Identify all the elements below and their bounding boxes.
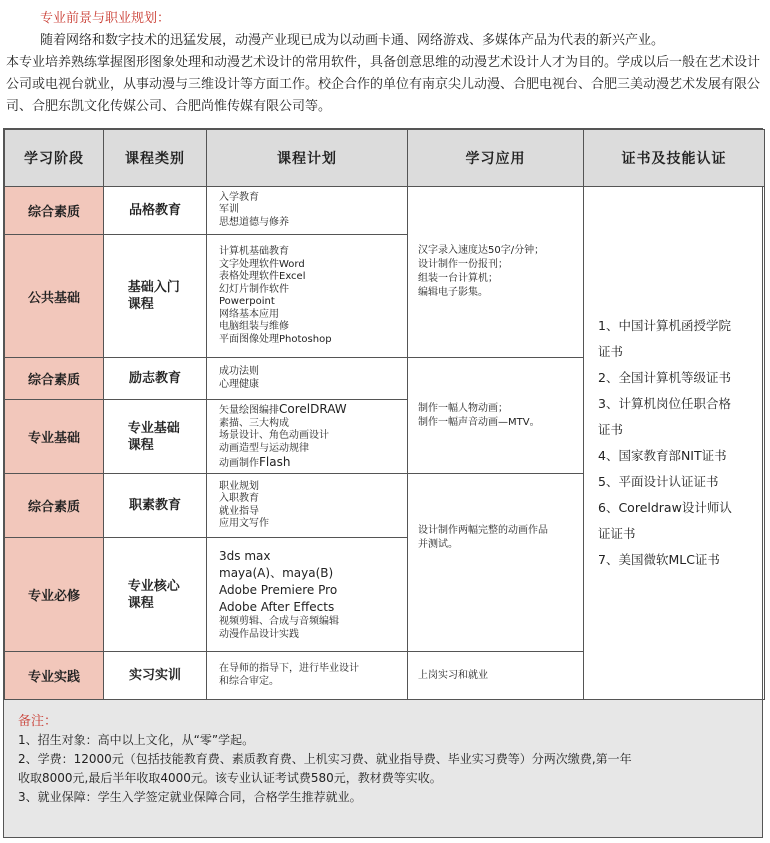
intro-heading: 专业前景与职业规划： (40, 11, 171, 26)
plan-item: 入职教育 (219, 493, 259, 504)
application-item: 汉字录入速度达50字/分钟； (418, 245, 545, 256)
course-type-cell (104, 538, 207, 652)
application-item: 编辑电子影集。 (418, 287, 488, 298)
notes-body (18, 731, 762, 807)
certificate-item: 1、中国计算机函授学院 (598, 318, 731, 333)
certificate-item: 2、全国计算机等级证书 (598, 370, 731, 385)
curriculum-table (3, 128, 763, 700)
course-type-cell: 励志教育 (104, 358, 207, 400)
course-type-cell (104, 235, 207, 358)
plan-item: 动画造型与运动规律 (219, 442, 309, 454)
stage-cell: 公共基础 (5, 235, 104, 358)
plan-item: 和综合审定。 (219, 675, 279, 687)
plan-item: 军训 (219, 204, 239, 216)
plan-item: 在导师的指导下，进行毕业设计 (219, 663, 359, 674)
plan-item: 文字处理软件Word (219, 258, 305, 270)
certificate-item: 4、国家教育部NIT证书 (598, 448, 727, 463)
plan-item: 幻灯片制作软件 (219, 283, 289, 295)
certificate-item: 6、Coreldraw设计师认 (598, 500, 732, 515)
stage-cell: 综合素质 (5, 358, 104, 400)
course-type-label: 基础入门课程 (127, 280, 180, 312)
plan-item: 动画制作Flash (219, 455, 291, 470)
application-item: 上岗实习和就业 (418, 669, 488, 681)
header-certificates: 证书及技能认证 (584, 130, 765, 187)
intro-body (6, 30, 764, 118)
stage-cell: 综合素质 (5, 187, 104, 235)
stage-cell: 专业基础 (5, 400, 104, 474)
plan-item: 矢量绘图编排CorelDRAW (219, 401, 347, 416)
plan-item: 电脑组装与维修 (219, 321, 289, 332)
note-line: 3、就业保障：学生入学签定就业保障合同，合格学生推荐就业。 (18, 790, 362, 804)
intro-section (6, 8, 764, 118)
note-line: 2、学费：12000元（包括技能教育费、素质教育费、上机实习费、就业指导费、毕业实习费等）分两次缴费,第一年 (18, 752, 632, 766)
course-plan-cell (207, 474, 408, 538)
plan-item: 心理健康 (219, 378, 259, 390)
certificate-item: 5、平面设计认证证书 (598, 474, 719, 489)
plan-item: 动漫作品设计实践 (219, 628, 299, 640)
application-item: 设计制作两幅完整的动画作品 (418, 525, 548, 536)
stage-cell: 专业实践 (5, 652, 104, 700)
course-type-cell: 职素教育 (104, 474, 207, 538)
plan-item: maya(A)、maya(B) (219, 566, 334, 580)
course-type-label: 专业核心课程 (127, 578, 180, 611)
note-line: 1、招生对象：高中以上文化，从“零”学起。 (18, 733, 255, 747)
notes-section (3, 700, 763, 838)
header-course-plan: 课程计划 (207, 130, 408, 187)
plan-item: 计算机基础教育 (219, 246, 289, 257)
application-item: 设计制作一份报刊； (418, 259, 508, 270)
table-header-row (5, 130, 765, 187)
certificate-item: 证书 (598, 344, 624, 359)
course-plan-cell (207, 400, 408, 474)
header-course-type: 课程类别 (104, 130, 207, 187)
application-item: 组装一台计算机； (418, 273, 498, 284)
header-application: 学习应用 (408, 130, 584, 187)
certificate-item: 证书 (598, 422, 624, 437)
plan-item: 应用文写作 (219, 518, 269, 529)
plan-item: 职业规划 (219, 480, 259, 492)
application-item: 制作一幅人物动画； (418, 402, 508, 414)
plan-item: 表格处理软件Excel (219, 271, 306, 282)
course-type-label: 专业基础课程 (127, 420, 180, 453)
plan-item: 思想道德与修养 (219, 216, 289, 228)
plan-item: Adobe Premiere Pro (219, 583, 338, 597)
plan-item: 视频剪辑、合成与音频编辑 (219, 616, 339, 627)
course-plan-cell (207, 538, 408, 652)
certificate-item: 7、美国微软MLC证书 (598, 552, 720, 567)
course-plan-cell (207, 652, 408, 700)
plan-item: Powerpoint (219, 296, 275, 307)
application-item: 并测试。 (418, 539, 458, 550)
plan-item: 素描、三大构成 (219, 417, 289, 429)
stage-cell: 综合素质 (5, 474, 104, 538)
plan-item: 成功法则 (219, 366, 259, 377)
stage-cell: 专业必修 (5, 538, 104, 652)
plan-item: Adobe After Effects (219, 600, 335, 614)
plan-item: 网络基本应用 (219, 308, 279, 320)
plan-item: 入学教育 (219, 191, 259, 203)
plan-item: 就业指导 (219, 505, 259, 517)
plan-item: 平面图像处理Photoshop (219, 333, 332, 345)
intro-paragraph-2: 本专业培养熟练掌握图形图象处理和动漫艺术设计的常用软件，具备创意思维的动漫艺术设计人才为目的。学成以后一般在艺术设计公司或电视台就业，从事动漫与三维设计等方面工作。校企合作的单位有南京尖儿动漫、合肥电视台、合肥三美动漫艺术发展有限公司、合肥东凯文化传媒公司、合肥尚惟传媒有限公司等。 (6, 55, 761, 114)
plan-item: 场景设计、角色动画设计 (219, 430, 329, 442)
application-cell (408, 474, 584, 652)
application-item: 制作一幅声音动画—MTV。 (418, 416, 540, 428)
course-plan-cell (207, 358, 408, 400)
application-cell (408, 652, 584, 700)
application-cell (408, 358, 584, 474)
course-type-cell: 实习实训 (104, 652, 207, 700)
course-plan-cell (207, 187, 408, 235)
table-row (5, 187, 765, 235)
application-cell (408, 187, 584, 358)
notes-title: 备注： (18, 714, 58, 729)
course-type-cell (104, 400, 207, 474)
intro-paragraph-1: 随着网络和数字技术的迅猛发展，动漫产业现已成为以动画卡通、网络游戏、多媒体产品为代表的新兴产业。 (40, 33, 665, 48)
certificate-item: 3、计算机岗位任职合格 (598, 396, 731, 411)
header-stage: 学习阶段 (5, 130, 104, 187)
course-type-cell: 品格教育 (104, 187, 207, 235)
note-line: 收取8000元,最后半年收取4000元。该专业认证考试费580元，教材费等实收。 (18, 771, 442, 785)
course-plan-cell (207, 235, 408, 358)
certificates-cell (584, 187, 765, 700)
certificate-item: 证证书 (598, 526, 636, 541)
plan-item: 3ds max (219, 549, 271, 563)
